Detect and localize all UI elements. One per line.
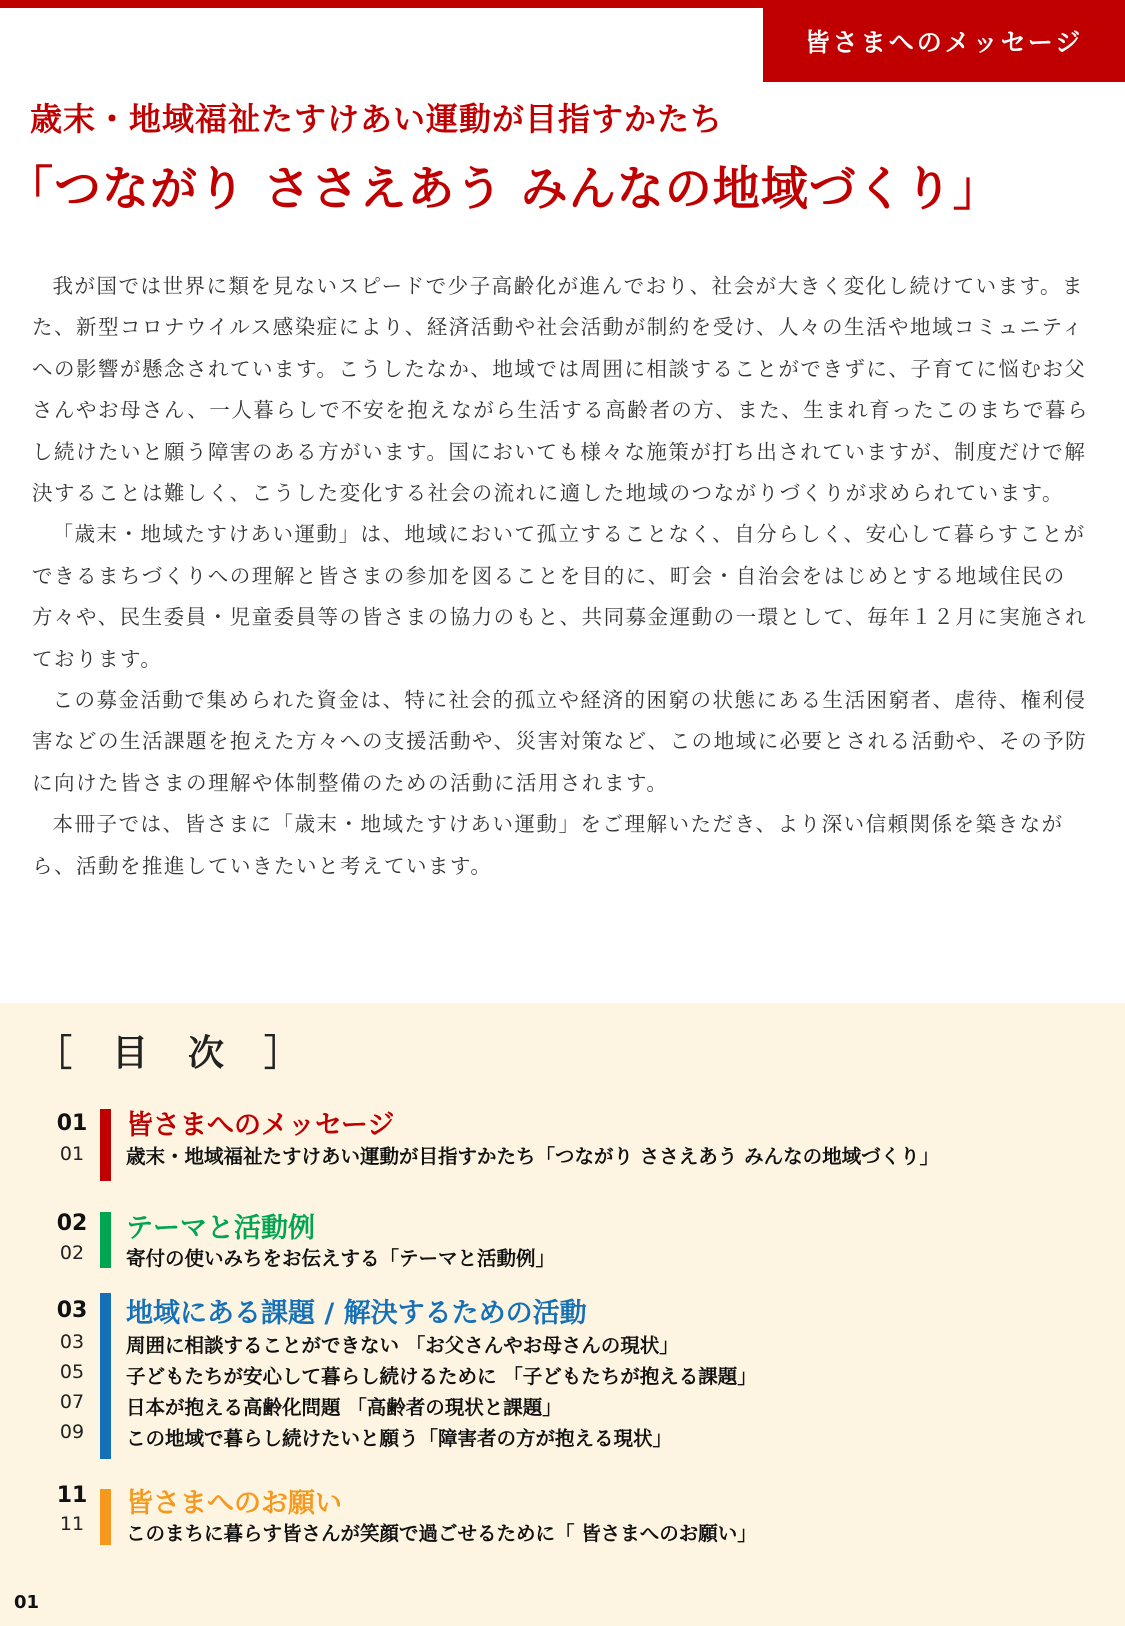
toc-item[interactable]: このまちに暮らす皆さんが笑顔で過ごせるために「 皆さまへのお願い」	[126, 1522, 757, 1545]
intro-paragraph: 「歳末・地域たすけあい運動」は、地域において孤立することなく、自分らしく、安心して暮らすことができるまちづくりへの理解と皆さまの参加を図ることを目的に、町会・自治会をはじめとする地域住民の方々や、民生委員・児童委員等の皆さまの協力のもと、共同募金運動の一環として、毎年１２月に実施されております。	[32, 522, 1088, 671]
toc-page-number: 01	[59, 1143, 85, 1165]
intro-paragraph: 本冊子では、皆さまに「歳末・地域たすけあい運動」をご理解いただき、より深い信頼関係を築きながら、活動を推進していきたいと考えています。	[32, 812, 1064, 878]
intro-paragraph: この募金活動で集められた資金は、特に社会的孤立や経済的困窮の状態にある生活困窮者、虐待、権利侵害などの生活課題を抱えた方々への支援活動や、災害対策など、この地域に必要とされる活動や、その予防に向けた皆さまの理解や体制整備のための活動に活用されます。	[32, 688, 1088, 795]
toc-section-title[interactable]: 皆さまへのお願い	[126, 1488, 342, 1519]
toc-item[interactable]: 日本が抱える高齢化問題 「高齢者の現状と課題」	[126, 1396, 562, 1419]
toc-item[interactable]: 寄付の使いみちをお伝えする「テーマと活動例」	[126, 1247, 556, 1270]
intro-subtitle: 歳末・地域福祉たすけあい運動が目指すかたち	[30, 100, 724, 138]
section-tab: 皆さまへのメッセージ	[763, 0, 1125, 82]
table-of-contents	[0, 1003, 1125, 1626]
toc-page-number: 03	[59, 1331, 85, 1353]
toc-section-title[interactable]: 皆さまへのメッセージ	[126, 1110, 395, 1141]
toc-section-number: 02	[56, 1211, 88, 1236]
toc-section-title[interactable]: 地域にある課題 / 解決するための活動	[126, 1298, 587, 1329]
toc-item[interactable]: この地域で暮らし続けたいと願う「障害者の方が抱える現状」	[126, 1427, 673, 1450]
intro-body	[32, 266, 1094, 887]
toc-heading: ［ 目 次 ］	[36, 1033, 303, 1074]
toc-section-title[interactable]: テーマと活動例	[126, 1213, 315, 1244]
toc-page-number: 02	[59, 1242, 85, 1264]
toc-page-number: 09	[59, 1421, 85, 1443]
toc-section-bar	[100, 1489, 111, 1545]
toc-section-number: 03	[56, 1298, 88, 1323]
toc-item[interactable]: 周囲に相談することができない 「お父さんやお母さんの現状」	[126, 1334, 679, 1357]
toc-page-number: 11	[59, 1513, 85, 1535]
toc-section-bar	[100, 1109, 111, 1181]
toc-item[interactable]: 子どもたちが安心して暮らし続けるために 「子どもたちが抱える課題」	[126, 1365, 757, 1388]
toc-section-bar	[100, 1293, 111, 1459]
intro-paragraph: 我が国では世界に類を見ないスピードで少子高齢化が進んでおり、社会が大きく変化し続けています。また、新型コロナウイルス感染症により、経済活動や社会活動が制約を受け、人々の生活や地域コミュニティへの影響が懸念されています。こうしたなか、地域では周囲に相談することができずに、子育てに悩むお父さんやお母さん、一人暮らしで不安を抱えながら生活する高齢者の方、また、生まれ育ったこのまちで暮らし続けたいと願う障害のある方がいます。国においても様々な施策が打ち出されていますが、制度だけで解決することは難しく、こうした変化する社会の流れに適した地域のつながりづくりが求められています。	[32, 274, 1090, 506]
toc-item[interactable]: 歳末・地域福祉たすけあい運動が目指すかたち「つながり ささえあう みんなの地域づくり」	[126, 1145, 940, 1168]
toc-page-number: 07	[59, 1391, 85, 1413]
page-number: 01	[14, 1592, 40, 1613]
toc-section-number: 01	[56, 1111, 88, 1136]
toc-section-number: 11	[56, 1483, 88, 1508]
intro-title: 「つながり ささえあう みんなの地域づくり」	[6, 162, 1001, 217]
toc-page-number: 05	[59, 1361, 85, 1383]
toc-section-bar	[100, 1212, 111, 1268]
